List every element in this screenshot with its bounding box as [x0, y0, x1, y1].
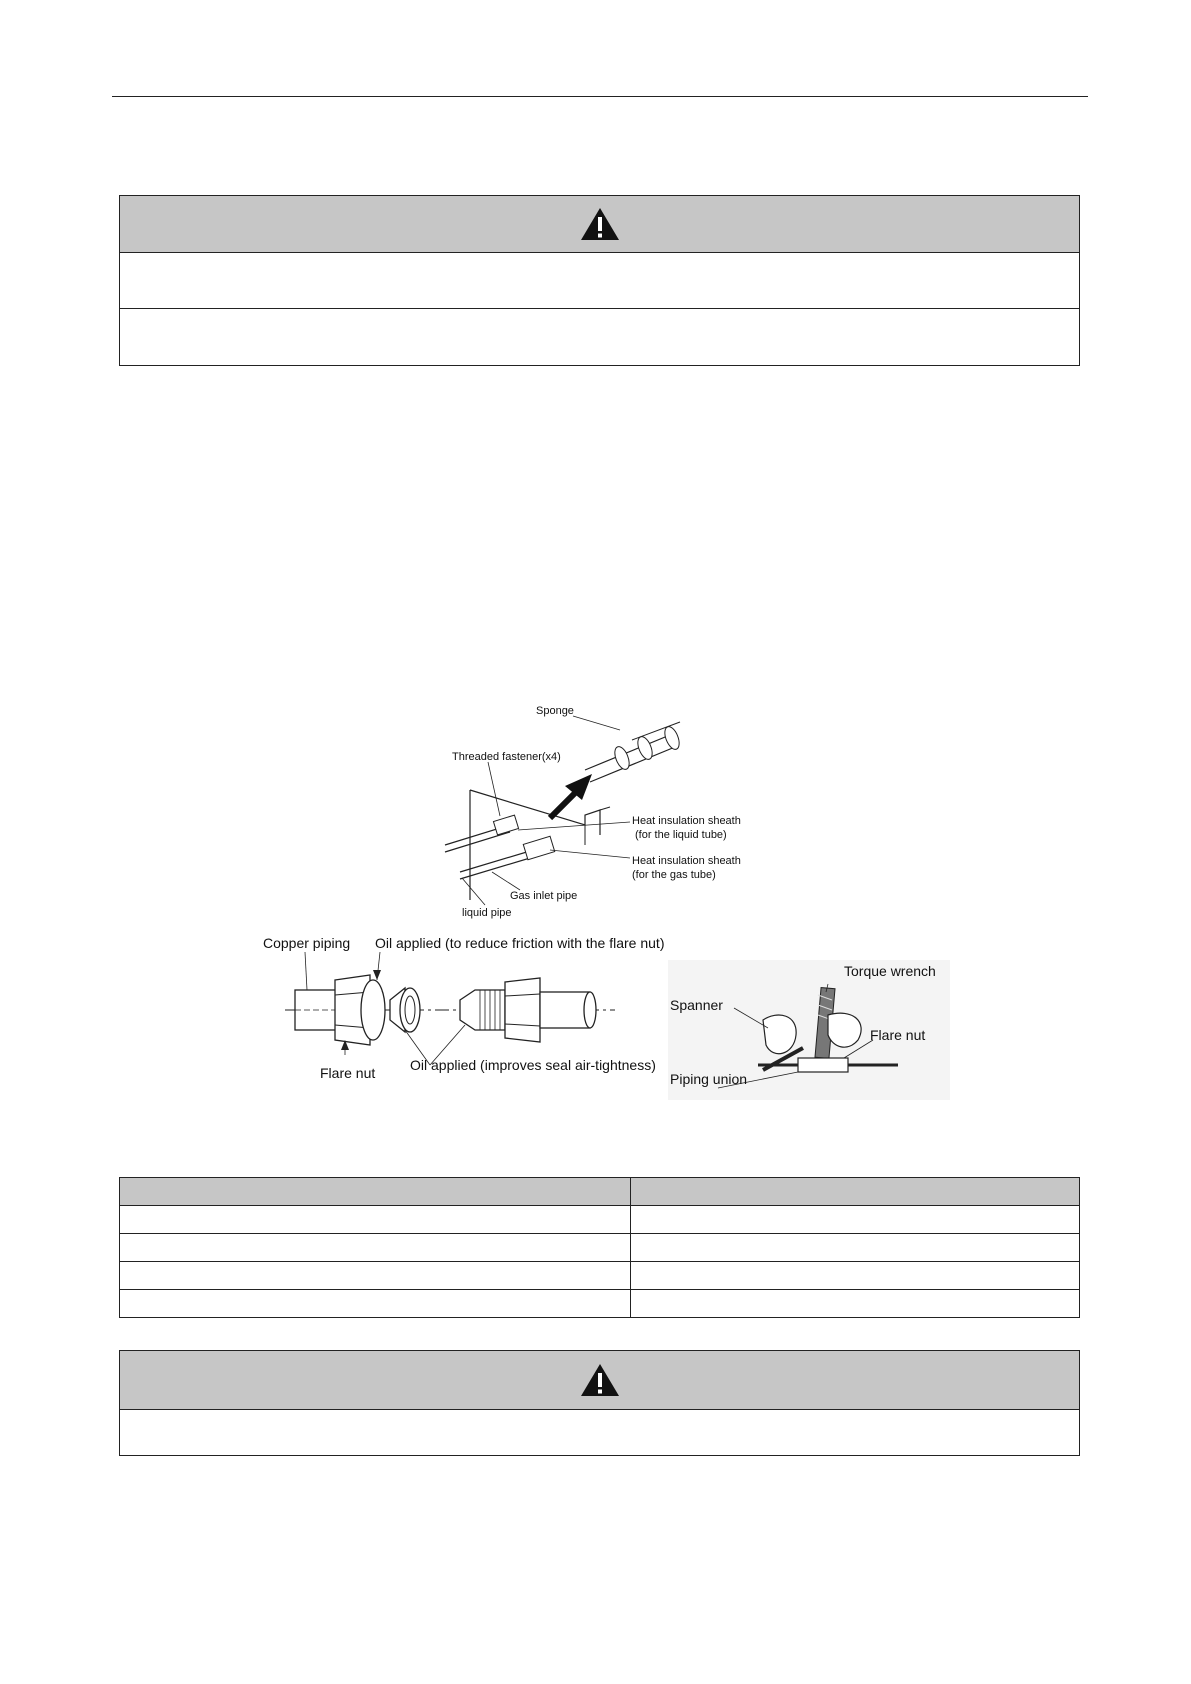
table-row — [120, 1234, 1080, 1262]
label-heat-sheath-liquid-1: Heat insulation sheath — [632, 815, 741, 827]
table-cell — [631, 1290, 1080, 1318]
table-row — [120, 1290, 1080, 1318]
table-cell — [120, 1290, 631, 1318]
label-oil-friction: Oil applied (to reduce friction with the flare nut) — [375, 935, 665, 951]
label-copper-piping: Copper piping — [263, 935, 351, 951]
label-piping-union: Piping union — [670, 1071, 748, 1087]
warning-box-top — [119, 195, 1080, 366]
warning-row-1 — [120, 1410, 1079, 1455]
table-cell — [120, 1234, 631, 1262]
table-row — [120, 1206, 1080, 1234]
warning-row-2 — [120, 309, 1079, 365]
label-oil-seal: Oil applied (improves seal air-tightness) — [410, 1057, 656, 1073]
label-heat-sheath-gas-1: Heat insulation sheath — [632, 855, 741, 867]
label-liquid-pipe: liquid pipe — [462, 907, 512, 919]
label-spanner: Spanner — [670, 997, 723, 1013]
wrench-diagram — [668, 960, 950, 1100]
table-cell — [631, 1206, 1080, 1234]
table-cell — [631, 1234, 1080, 1262]
label-torque-wrench: Torque wrench — [844, 963, 936, 979]
warning-box-bottom — [119, 1350, 1080, 1456]
table-cell — [120, 1206, 631, 1234]
table-cell — [631, 1262, 1080, 1290]
label-flare-nut: Flare nut — [320, 1065, 376, 1081]
header-rule — [112, 96, 1088, 97]
table-header-cell — [631, 1178, 1080, 1206]
label-heat-sheath-liquid-2: (for the liquid tube) — [635, 829, 727, 841]
label-flare-nut-wrench: Flare nut — [870, 1027, 926, 1043]
table-header-cell — [120, 1178, 631, 1206]
warning-triangle-icon — [579, 1362, 621, 1398]
label-heat-sheath-gas-2: (for the gas tube) — [632, 869, 716, 881]
flare-diagram — [255, 930, 685, 1090]
warning-row-1 — [120, 253, 1079, 309]
table-cell — [120, 1262, 631, 1290]
table-row — [120, 1262, 1080, 1290]
spec-table — [119, 1177, 1080, 1318]
label-threaded-fastener: Threaded fastener(x4) — [452, 751, 561, 763]
label-gas-inlet-pipe: Gas inlet pipe — [510, 890, 578, 902]
insulation-diagram — [440, 700, 770, 920]
table-header-row — [120, 1178, 1080, 1206]
warning-header — [120, 1351, 1079, 1410]
warning-header — [120, 196, 1079, 253]
warning-triangle-icon — [579, 206, 621, 242]
label-sponge: Sponge — [536, 705, 574, 717]
